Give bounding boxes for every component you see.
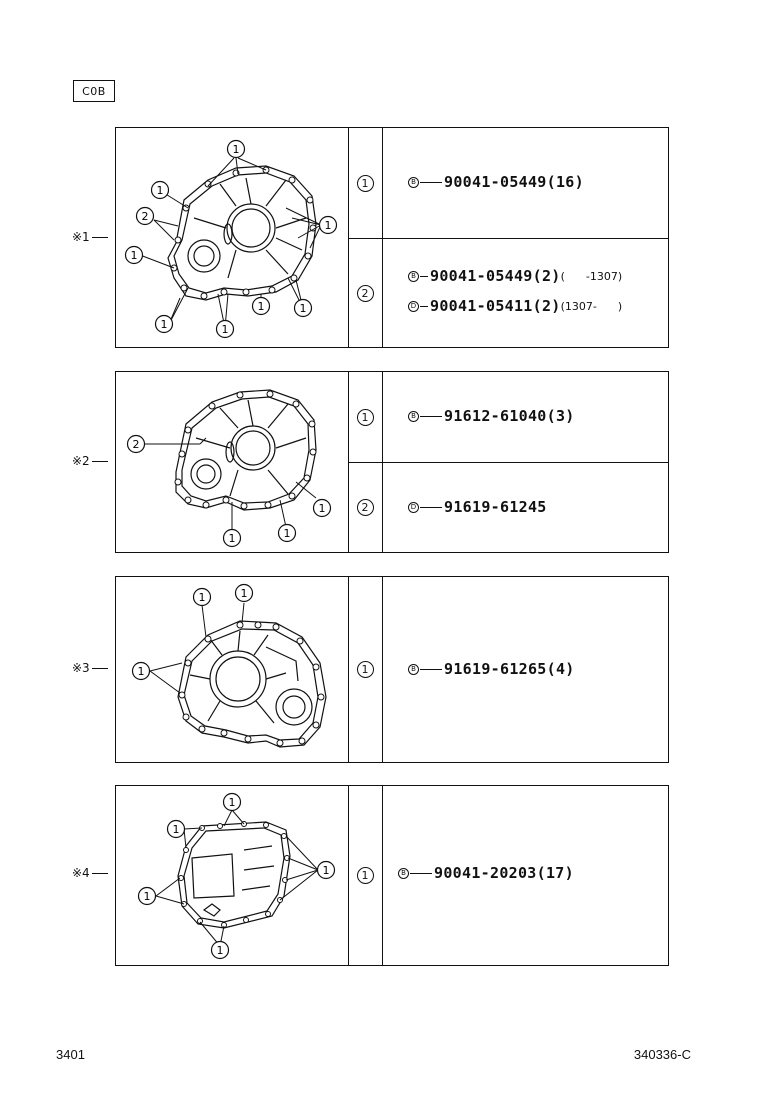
part-qty: (3) — [546, 407, 575, 425]
svg-text:1: 1 — [257, 300, 265, 313]
svg-text:1: 1 — [198, 591, 206, 604]
block-1-row-2 — [348, 238, 668, 347]
b-symbol-icon: B — [408, 177, 419, 188]
marker-label: ※4 — [72, 866, 90, 880]
part-qty: (16) — [546, 173, 584, 191]
callout — [318, 862, 335, 879]
callout — [228, 141, 245, 158]
section-code: C0B — [73, 80, 115, 102]
row-index: 1 — [348, 372, 383, 462]
page-number: 3401 — [56, 1047, 85, 1062]
callout — [320, 217, 337, 234]
oil-pan-figure-4 — [116, 786, 349, 965]
row-index: 1 — [348, 577, 383, 762]
svg-text:1: 1 — [228, 796, 236, 809]
block-1-row-1 — [348, 128, 668, 238]
callout — [217, 321, 234, 338]
svg-text:1: 1 — [130, 249, 138, 262]
part-number: 91619-61245 — [444, 498, 547, 516]
part-qty: (17) — [536, 864, 574, 882]
transmission-case-figure-2 — [116, 372, 349, 552]
block-4-marker — [72, 866, 108, 880]
block-2-row-1 — [348, 372, 668, 462]
block-2-marker — [72, 454, 108, 468]
transmission-case-figure-3 — [116, 577, 349, 762]
callout — [156, 316, 173, 333]
callout — [133, 663, 150, 680]
transmission-case-drawing — [116, 128, 348, 347]
svg-text:1: 1 — [283, 527, 291, 540]
block-4 — [115, 785, 669, 966]
block-3 — [115, 576, 669, 763]
part-qty: (4) — [546, 660, 575, 678]
part-line — [408, 267, 622, 285]
callout — [139, 888, 156, 905]
callout — [295, 300, 312, 317]
svg-text:1: 1 — [322, 864, 330, 877]
callout — [126, 247, 143, 264]
row-index: 2 — [348, 463, 383, 552]
block-4-row-1 — [348, 786, 668, 965]
part-line — [408, 173, 584, 191]
part-number: 90041-20203 — [434, 864, 537, 882]
callout — [152, 182, 169, 199]
transmission-case-drawing — [116, 577, 348, 762]
part-note: (1307- ) — [560, 299, 623, 313]
part-number: 91612-61040 — [444, 407, 547, 425]
row-index: 1 — [348, 128, 383, 238]
row-index: 2 — [348, 239, 383, 347]
b-symbol-icon: B — [408, 271, 419, 282]
svg-text:1: 1 — [318, 502, 326, 515]
callout — [212, 942, 229, 959]
block-1-marker — [72, 230, 108, 244]
callout — [236, 585, 253, 602]
svg-text:1: 1 — [160, 318, 168, 331]
d-symbol-icon: D — [408, 301, 419, 312]
svg-text:2: 2 — [141, 210, 149, 223]
block-3-marker — [72, 661, 108, 675]
svg-text:1: 1 — [143, 890, 151, 903]
part-qty: (2) — [532, 267, 561, 285]
svg-text:1: 1 — [221, 323, 229, 336]
part-line — [408, 498, 547, 516]
part-line — [408, 407, 575, 425]
oil-pan-drawing — [116, 786, 348, 965]
b-symbol-icon: B — [408, 664, 419, 675]
figure-reference: 340336-C — [633, 1047, 691, 1062]
block-2-row-2 — [348, 462, 668, 552]
callout — [279, 525, 296, 542]
svg-text:2: 2 — [132, 438, 140, 451]
marker-label: ※1 — [72, 230, 90, 244]
transmission-case-figure-1 — [116, 128, 349, 347]
block-1 — [115, 127, 669, 348]
part-qty: (2) — [532, 297, 561, 315]
svg-text:1: 1 — [228, 532, 236, 545]
callout — [137, 208, 154, 225]
row-index: 1 — [348, 786, 383, 965]
callout — [224, 794, 241, 811]
callout — [128, 436, 145, 453]
callout — [314, 500, 331, 517]
part-line — [408, 297, 622, 315]
b-symbol-icon: B — [398, 868, 409, 879]
block-3-row-1 — [348, 577, 668, 762]
part-number: 90041-05411 — [430, 297, 533, 315]
callout — [253, 298, 270, 315]
svg-text:1: 1 — [156, 184, 164, 197]
part-note: ( -1307) — [560, 269, 623, 283]
part-number: 91619-61265 — [444, 660, 547, 678]
d-symbol-icon: D — [408, 502, 419, 513]
transmission-case-drawing — [116, 372, 348, 552]
marker-label: ※2 — [72, 454, 90, 468]
callout — [224, 530, 241, 547]
svg-text:1: 1 — [240, 587, 248, 600]
svg-text:1: 1 — [172, 823, 180, 836]
part-number: 90041-05449 — [430, 267, 533, 285]
svg-text:1: 1 — [137, 665, 145, 678]
part-number: 90041-05449 — [444, 173, 547, 191]
svg-text:1: 1 — [216, 944, 224, 957]
marker-label: ※3 — [72, 661, 90, 675]
callout — [168, 821, 185, 838]
b-symbol-icon: B — [408, 411, 419, 422]
svg-text:1: 1 — [324, 219, 332, 232]
svg-text:1: 1 — [299, 302, 307, 315]
svg-text:1: 1 — [232, 143, 240, 156]
part-line — [408, 660, 575, 678]
callout — [194, 589, 211, 606]
part-line — [398, 864, 574, 882]
block-2 — [115, 371, 669, 553]
